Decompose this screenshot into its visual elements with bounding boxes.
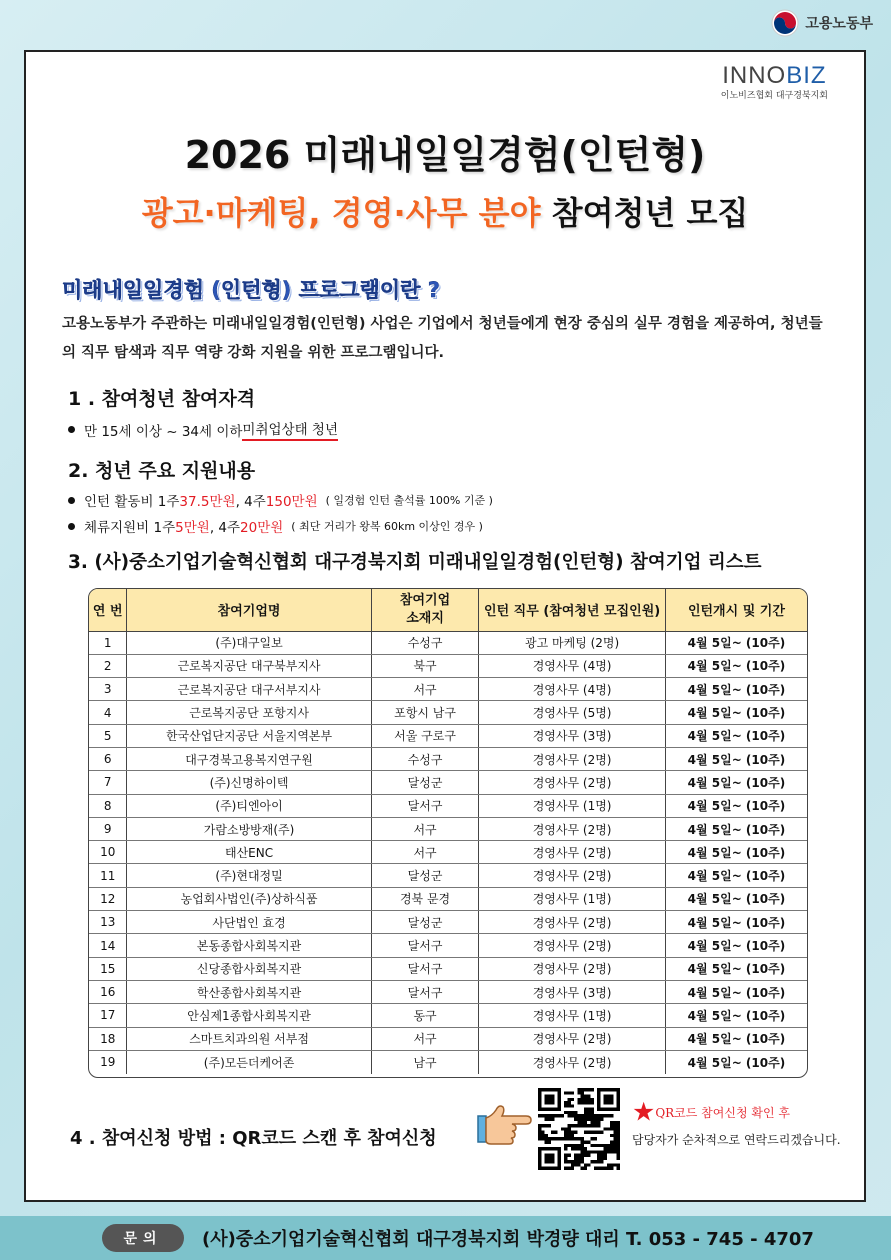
cell-company: (주)대구일보 <box>127 631 371 654</box>
cell-location: 서구 <box>371 817 479 840</box>
col-header-job: 인턴 직무 (참여청년 모집인원) <box>479 589 665 631</box>
cell-period: 4월 5일~ (10주) <box>665 817 807 840</box>
section4-title: 4 . 참여신청 방법 : QR코드 스캔 후 참여신청 <box>70 1128 437 1149</box>
cell-company: 근로복지공단 대구북부지사 <box>127 654 371 677</box>
cell-job: 경영사무 (2명) <box>479 1027 665 1050</box>
confirm-line-2: 담당자가 순차적으로 연락드리겠습니다. <box>632 1132 841 1147</box>
company-table <box>88 588 808 1078</box>
table-row <box>89 747 807 770</box>
table-row <box>89 678 807 701</box>
cell-job: 광고 마케팅 (2명) <box>479 631 665 654</box>
table-row <box>89 841 807 864</box>
ministry-badge <box>771 8 873 38</box>
cell-location: 서울 구로구 <box>371 724 479 747</box>
cell-job: 경영사무 (2명) <box>479 817 665 840</box>
cell-location: 동구 <box>371 1004 479 1027</box>
section1-title: 1 . 참여청년 참여자격 <box>68 388 256 410</box>
cell-company: (주)티엔아이 <box>127 794 371 817</box>
table-row <box>89 934 807 957</box>
cell-location: 경북 문경 <box>371 887 479 910</box>
cell-job: 경영사무 (3명) <box>479 724 665 747</box>
support-1-monthly: 150만원 <box>265 494 318 510</box>
cell-period: 4월 5일~ (10주) <box>665 887 807 910</box>
qr-code-icon[interactable] <box>538 1088 620 1170</box>
table-row <box>89 1004 807 1027</box>
cell-no: 3 <box>89 678 127 701</box>
cell-job: 경영사무 (2명) <box>479 957 665 980</box>
table-body <box>89 631 807 1074</box>
support-2-monthly: 20만원 <box>240 520 284 536</box>
cell-job: 경영사무 (2명) <box>479 747 665 770</box>
cell-company: 본동종합사회복지관 <box>127 934 371 957</box>
cell-no: 5 <box>89 724 127 747</box>
cell-period: 4월 5일~ (10주) <box>665 678 807 701</box>
cell-no: 9 <box>89 817 127 840</box>
cell-no: 8 <box>89 794 127 817</box>
table-row <box>89 864 807 887</box>
cell-period: 4월 5일~ (10주) <box>665 1004 807 1027</box>
sub-title <box>26 188 864 234</box>
col-header-period: 인턴개시 및 기간 <box>665 589 807 631</box>
sub-title-field: 광고·마케팅, 경영·사무 분야 <box>141 194 541 232</box>
table-row <box>89 654 807 677</box>
cell-period: 4월 5일~ (10주) <box>665 841 807 864</box>
cell-no: 18 <box>89 1027 127 1050</box>
table-row <box>89 887 807 910</box>
cell-no: 1 <box>89 631 127 654</box>
cell-job: 경영사무 (3명) <box>479 980 665 1003</box>
support-2-weekly: 5만원 <box>175 520 210 536</box>
cell-no: 13 <box>89 911 127 934</box>
eligibility-age: 만 15세 이상 ~ 34세 이하 <box>84 423 243 440</box>
cell-location: 남구 <box>371 1050 479 1073</box>
table-row <box>89 771 807 794</box>
cell-period: 4월 5일~ (10주) <box>665 934 807 957</box>
table-row <box>89 724 807 747</box>
cell-period: 4월 5일~ (10주) <box>665 794 807 817</box>
support-2-note: ( 최단 거리가 왕복 60km 이상인 경우 ) <box>291 520 483 533</box>
support-bullet-2 <box>68 516 483 536</box>
cell-job: 경영사무 (1명) <box>479 1004 665 1027</box>
cell-company: 근로복지공단 포항지사 <box>127 701 371 724</box>
cell-period: 4월 5일~ (10주) <box>687 1055 786 1070</box>
table-row <box>89 1050 807 1073</box>
cell-job: 경영사무 (2명) <box>479 771 665 794</box>
logo-text-b: BIZ <box>786 62 827 89</box>
cell-company: 한국산업단지공단 서울지역본부 <box>127 724 371 747</box>
cell-company: (주)신명하이텍 <box>127 771 371 794</box>
support-2-sep: , 4주 <box>209 520 241 536</box>
cell-location: 서구 <box>371 841 479 864</box>
support-1-weekly: 37.5만원 <box>179 494 236 510</box>
support-1-sep: , 4주 <box>235 494 266 510</box>
table-row <box>89 794 807 817</box>
cell-location: 서구 <box>371 1027 479 1050</box>
cell-period: 4월 5일~ (10주) <box>665 701 807 724</box>
cell-no: 17 <box>89 1004 127 1027</box>
cell-location: 달성군 <box>371 864 479 887</box>
section3-title: 3. (사)중소기업기술혁신협회 대구경북지회 미래내일일경험(인턴형) 참여기업 리스트 <box>68 552 762 573</box>
cell-job: 경영사무 (2명) <box>479 841 665 864</box>
bullet-dot <box>68 426 75 433</box>
col-header-no: 연 번 <box>89 589 127 631</box>
cell-no: 11 <box>89 864 127 887</box>
cell-job: 경영사무 (1명) <box>479 887 665 910</box>
cell-company: 대구경북고용복지연구원 <box>127 747 371 770</box>
taeguk-icon <box>771 9 799 37</box>
cell-job: 경영사무 (2명) <box>479 911 665 934</box>
table-header-row <box>89 589 807 631</box>
table-row <box>89 957 807 980</box>
cell-location: 수성구 <box>371 631 479 654</box>
bullet-dot <box>68 523 75 530</box>
cell-company: 태산ENC <box>127 841 371 864</box>
section2-title: 2. 청년 주요 지원내용 <box>68 460 256 482</box>
cell-location: 달서구 <box>371 980 479 1003</box>
cell-no: 14 <box>89 934 127 957</box>
cell-period: 4월 5일~ (10주) <box>665 957 807 980</box>
table-row <box>89 980 807 1003</box>
cell-period: 4월 5일~ (10주) <box>665 980 807 1003</box>
cell-company: 근로복지공단 대구서부지사 <box>127 678 371 701</box>
pointing-hand-icon <box>474 1102 532 1146</box>
cell-period: 4월 5일~ (10주) <box>665 654 807 677</box>
main-title: 2026 미래내일일경험(인턴형) <box>184 133 706 177</box>
cell-job: 경영사무 (5명) <box>479 701 665 724</box>
cell-no: 16 <box>89 980 127 1003</box>
cell-period: 4월 5일~ (10주) <box>665 911 807 934</box>
cell-location: 달서구 <box>371 794 479 817</box>
support-1-label: 인턴 활동비 1주 <box>84 494 180 510</box>
cell-location: 달서구 <box>371 957 479 980</box>
program-question: 미래내일일경험 (인턴형) 프로그램이란 ? <box>62 278 440 302</box>
table-row <box>89 817 807 840</box>
cell-period: 4월 5일~ (10주) <box>665 631 807 654</box>
inquiry-button[interactable]: 문의 <box>102 1224 184 1252</box>
logo-text-a: INNO <box>722 62 787 89</box>
cell-period: 4월 5일~ (10주) <box>665 724 807 747</box>
poster-card <box>24 50 866 1202</box>
cell-company: 사단법인 효경 <box>127 911 371 934</box>
cell-no: 12 <box>89 887 127 910</box>
bullet-dot <box>68 497 75 504</box>
confirm-note <box>632 1097 868 1148</box>
table-row <box>89 1027 807 1050</box>
cell-no: 6 <box>89 747 127 770</box>
cell-company: (주)모든더케어존 <box>127 1050 371 1073</box>
cell-no: 2 <box>89 654 127 677</box>
cell-job: 경영사무 (2명) <box>479 864 665 887</box>
cell-company: 가람소방방재(주) <box>127 817 371 840</box>
cell-period: 4월 5일~ (10주) <box>665 1027 807 1050</box>
cell-company: 신당종합사회복지관 <box>127 957 371 980</box>
cell-period: 4월 5일~ (10주) <box>665 864 807 887</box>
table-row <box>89 701 807 724</box>
ministry-name: 고용노동부 <box>805 16 873 32</box>
col-header-location: 참여기업 소재지 <box>371 589 479 631</box>
cell-job: 경영사무 (2명) <box>479 934 665 957</box>
cell-job: 경영사무 (2명) <box>479 1050 665 1073</box>
cell-company: 안심제1종합사회복지관 <box>127 1004 371 1027</box>
cell-no: 7 <box>89 771 127 794</box>
support-2-label: 체류지원비 1주 <box>84 520 176 536</box>
cell-period: 4월 5일~ (10주) <box>665 747 807 770</box>
cell-location: 수성구 <box>371 747 479 770</box>
program-intro: 고용노동부가 주관하는 미래내일일경험(인턴형) 사업은 기업에서 청년들에게 현장 중심의 실무 경험을 제공하여, 청년들의 직무 탐색과 직무 역량 강화 지원을 위한 프로그램입니다. <box>62 316 823 361</box>
cell-location: 포항시 남구 <box>371 701 479 724</box>
logo-subtitle: 이노비즈협회 대구경북지회 <box>720 91 828 101</box>
cell-location: 달성군 <box>371 771 479 794</box>
support-bullet-1 <box>68 490 493 510</box>
section1-bullet <box>68 418 338 441</box>
table-row <box>89 631 807 654</box>
cell-no: 15 <box>89 957 127 980</box>
cell-no: 10 <box>89 841 127 864</box>
confirm-line-1: QR코드 참여신청 확인 후 <box>655 1106 790 1120</box>
cell-no: 19 <box>89 1050 127 1073</box>
cell-job: 경영사무 (4명) <box>479 654 665 677</box>
cell-location: 서구 <box>371 678 479 701</box>
cell-company: 스마트치과의원 서부점 <box>127 1027 371 1050</box>
support-1-note: ( 일경험 인턴 출석률 100% 기준 ) <box>325 494 493 507</box>
cell-job: 경영사무 (4명) <box>479 678 665 701</box>
col-header-company: 참여기업명 <box>127 589 371 631</box>
cell-location: 달서구 <box>371 934 479 957</box>
cell-period: 4월 5일~ (10주) <box>665 771 807 794</box>
footer-contact: (사)중소기업기술혁신협회 대구경북지회 박경량 대리 T. 053 - 745 - 4707 <box>202 1229 814 1250</box>
cell-company: 농업회사법인(주)상하식품 <box>127 887 371 910</box>
cell-company: (주)현대정밀 <box>127 864 371 887</box>
sub-title-recruit: 참여청년 모집 <box>540 194 749 232</box>
star-icon: ★ <box>632 1097 656 1128</box>
cell-company: 학산종합사회복지관 <box>127 980 371 1003</box>
footer-bar <box>0 1216 891 1260</box>
cell-location: 달성군 <box>371 911 479 934</box>
cell-location: 북구 <box>371 654 479 677</box>
eligibility-status: 미취업상태 청년 <box>242 418 338 441</box>
table-row <box>89 911 807 934</box>
innobiz-logo <box>721 62 828 101</box>
cell-no: 4 <box>89 701 127 724</box>
cell-job: 경영사무 (1명) <box>479 794 665 817</box>
